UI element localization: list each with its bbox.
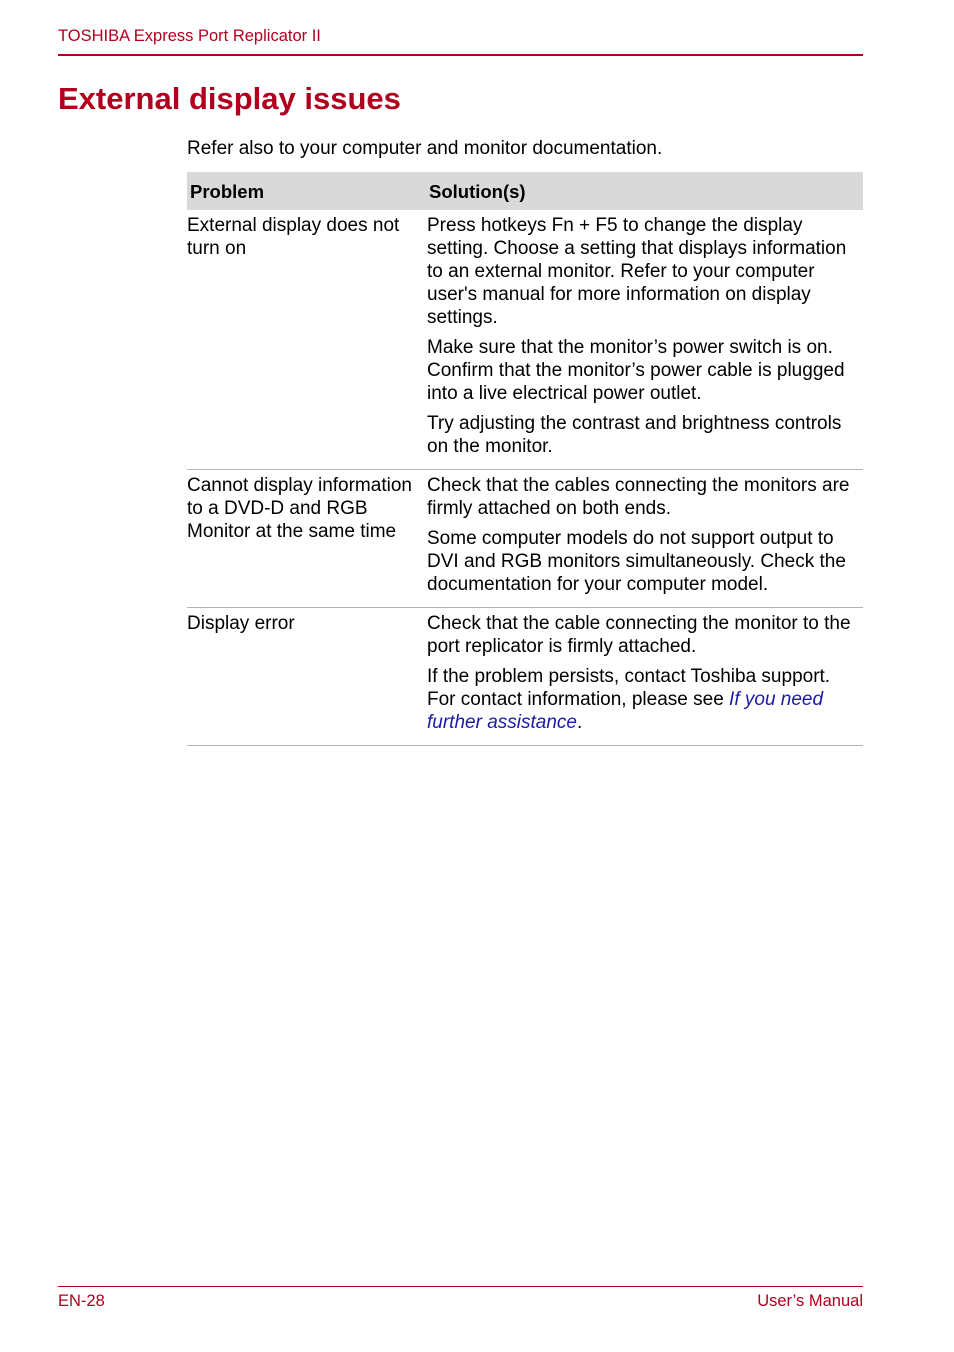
problem-cell: [187, 470, 427, 608]
problem-text: External display does not turn on: [187, 215, 400, 259]
problem-text: Display error: [187, 613, 295, 634]
table-row: [187, 470, 863, 608]
solution-cell: [427, 470, 863, 608]
solution-cell: [427, 210, 863, 470]
problem-cell: [187, 608, 427, 746]
manual-name: User’s Manual: [757, 1292, 863, 1310]
running-header: TOSHIBA Express Port Replicator II: [58, 27, 321, 45]
solution-text: Make sure that the monitor’s power switch is on. Confirm that the monitor’s power cable is plugged into a live electrical power outlet.: [427, 337, 845, 404]
problem-text: Cannot display information to a DVD-D and RGB Monitor at the same time: [187, 475, 412, 542]
solution-text-after-link: .: [576, 712, 583, 733]
table-row: [187, 608, 863, 746]
further-assistance-link[interactable]: If you need further assistance: [427, 689, 824, 733]
solution-text-with-link: [427, 665, 863, 734]
solution-text: Check that the cables connecting the monitors are firmly attached on both ends.: [427, 475, 850, 519]
table-row: [187, 210, 863, 470]
footer-divider: [58, 1286, 863, 1287]
table-header-cell: [187, 172, 863, 210]
solution-text: Press hotkeys Fn + F5 to change the display setting. Choose a setting that displays information to an external monitor. Refer to your computer user's manual for more information on display settings.: [427, 215, 847, 328]
solution-text: Try adjusting the contrast and brightness controls on the monitor.: [427, 413, 842, 457]
header-divider: [58, 54, 863, 56]
solution-cell: [427, 608, 863, 746]
solution-text-before-link: If the problem persists, contact Toshiba support. For contact information, please see: [427, 666, 831, 710]
page-number: EN-28: [58, 1292, 105, 1310]
solution-text: Some computer models do not support output to DVI and RGB monitors simultaneously. Check the documentation for your computer model.: [427, 528, 846, 595]
problem-cell: [187, 210, 427, 470]
troubleshooting-table: [187, 172, 863, 746]
intro-text: Refer also to your computer and monitor documentation.: [187, 138, 663, 159]
page-title: External display issues: [58, 81, 401, 116]
solution-text: Check that the cable connecting the monitor to the port replicator is firmly attached.: [427, 613, 851, 657]
header-problem: Problem: [190, 180, 265, 202]
table-header-row: [187, 172, 863, 210]
header-solutions: Solution(s): [429, 180, 526, 202]
